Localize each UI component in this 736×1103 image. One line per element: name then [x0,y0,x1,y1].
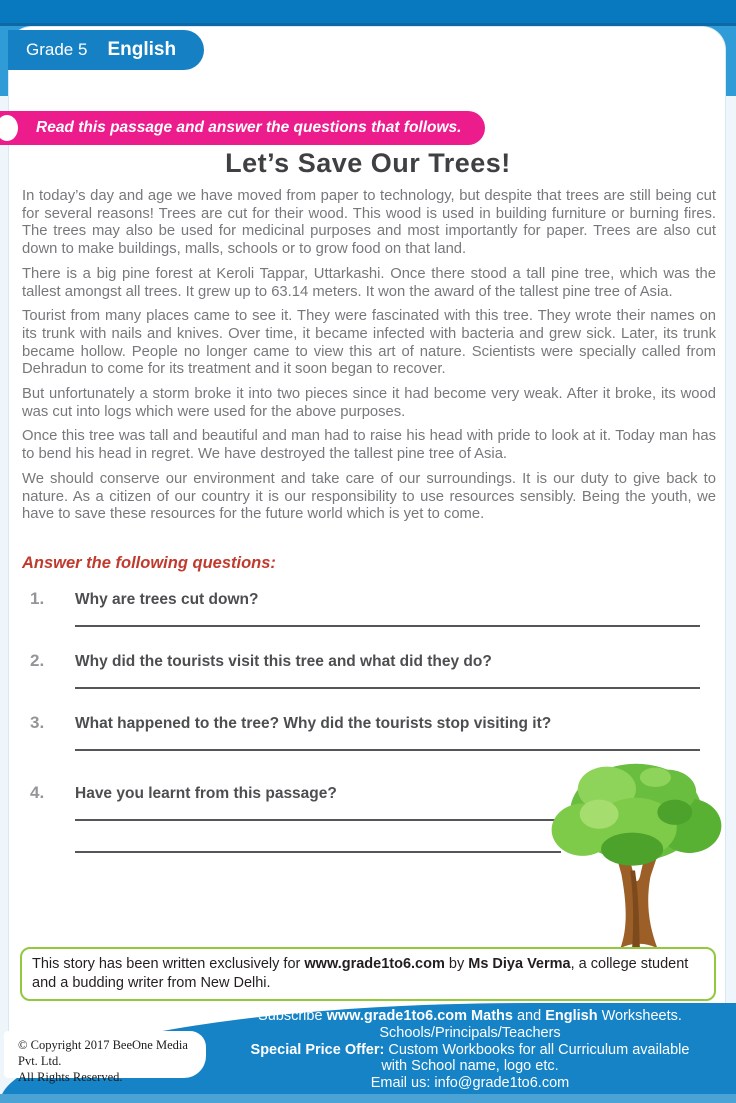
page-title: Let’s Save Our Trees! [225,148,511,178]
bottom-strip [0,1094,736,1103]
answer-line [75,687,700,689]
question-number: 1. [30,589,45,608]
answer-line [75,749,700,751]
note-site: www.grade1to6.com [304,956,445,972]
passage-paragraph: Once this tree was tall and beautiful and man had to raise his head with pride to look at it. Today man has to bend his head in regret. We have destroyed the tallest pine tree of Asia. [22,428,716,463]
passage-paragraph: There is a big pine forest at Keroli Tappar, Uttarkashi. Once there stood a tall pine tree, which was the tallest amongst all trees. It grew up to 63.14 meters. It won the award of the tallest pine tree of Asia. [22,265,716,300]
instruction-text: Read this passage and answer the questions that follows. [36,119,462,136]
ribbon-notch-icon [0,115,18,141]
copyright-card [4,1031,206,1084]
passage-paragraph: We should conserve our environment and take care of our surroundings. It is our duty to give back to nature. As a citizen of our country it is our responsibility to use resources sensibly. Being the youth, we have to save these resources for the future world which is yet to come. [22,470,716,523]
question-3 [22,713,714,751]
footer-offer-line: Special Price Offer: Custom Workbooks for all Curriculum available [250,1041,690,1058]
passage-paragraph: Tourist from many places came to see it. They were fascinated with this tree. They wrote their names on its trunk with nails and knives. Over time, it became infected with bacteria and grew sick. Later, its trunk became hollow. People no longer came to view this art of nature. Scientists were specially called from Dehradun to come for its treatment and it soon began to recover. [22,308,716,378]
note-middle: by [444,956,469,972]
footer-audience-line: Schools/Principals/Teachers [379,1024,561,1041]
question-number: 4. [30,783,45,802]
tree-illustration-icon [538,756,734,950]
question-1 [22,589,714,627]
grade-badge [8,30,204,70]
question-number: 3. [30,713,45,732]
note-prefix: This story has been written exclusively for [32,956,305,972]
passage-paragraph: But unfortunately a storm broke it into two pieces since it had become very weak. After it broke, its wood was cut into logs which were used for the above purposes. [22,386,716,420]
footer-email-line: Email us: info@grade1to6.com [370,1075,570,1092]
answer-line [75,819,561,821]
note-author: Ms Diya Verma [468,956,571,972]
question-text: Have you learnt from this passage? [75,785,337,802]
footer-subscribe-line: Subscribe www.grade1to6.com Maths and English Worksheets. [258,1008,682,1024]
question-text: What happened to the tree? Why did the tourists stop visiting it? [75,715,552,732]
top-bar [0,0,736,26]
passage [22,188,716,531]
copyright-line1: © Copyright 2017 BeeOne Media Pvt. Ltd. [18,1038,188,1068]
question-number: 2. [30,651,45,670]
answer-line [75,851,561,853]
copyright-line2: All Rights Reserved. [18,1070,123,1084]
footer-school-line: with School name, logo etc. [381,1058,559,1075]
questions-heading: Answer the following questions: [22,554,276,572]
footer-text [210,1008,730,1092]
passage-paragraph: In today’s day and age we have moved from paper to technology, but despite that trees are still being cut for several reasons! Trees are cut for their wood. This wood is used in building furniture or burning fires. The trees may also be used for medicinal purposes and most importantly for paper. Trees are also cut down to make buildings, malls, schools or to grow food on that land. [22,188,716,258]
answer-line [75,625,700,627]
note-box [20,947,716,1001]
question-text: Why did the tourists visit this tree and what did they do? [75,653,492,670]
subject-label: English [107,39,177,60]
grade-label: Grade 5 [26,40,88,59]
note-suffix: , a college student and a budding writer from New Delhi. [32,956,689,991]
question-text: Why are trees cut down? [75,591,259,608]
question-2 [22,651,714,689]
instruction-ribbon [0,111,485,145]
